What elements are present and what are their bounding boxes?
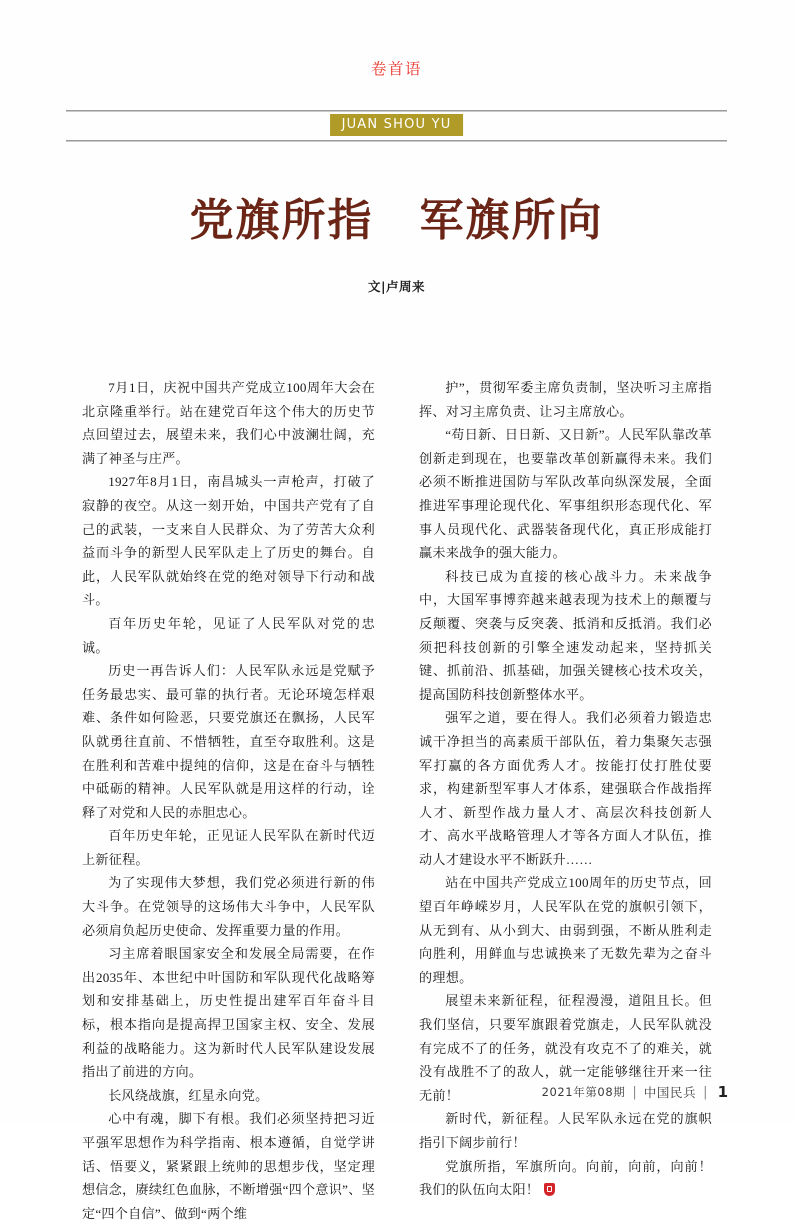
- paragraph: “苟日新、日日新、又日新”。人民军队靠改革创新走到现在，也要靠改革创新赢得未来。我们必须不断推进国防与军队改革向纵深发展，全面推进军事理论现代化、军事组织形态现代化、军事人员现代化、武器装备现代化，真正形成能打赢未来战争的强大能力。: [419, 427, 712, 561]
- footer-separator-1: |: [632, 1084, 637, 1100]
- paragraph: 7月1日，庆祝中国共产党成立100周年大会在北京隆重举行。站在建党百年这个伟大的历史节点回望过去，展望未来，我们心中波澜壮阔，充满了神圣与庄严。: [82, 380, 375, 466]
- masthead: [66, 62, 727, 152]
- paragraph: 长风绕战旗，红星永向党。: [108, 1087, 269, 1103]
- paragraph: 站在中国共产党成立100周年的历史节点，回望百年峥嵘岁月，人民军队在党的旗帜引领下，从无到有、从小到大、由弱到强，不断从胜利走向胜利，用鲜血与忠诚换来了无数先辈为之奋斗的理想。: [419, 875, 712, 985]
- footer-magazine-name: 中国民兵: [643, 1085, 697, 1100]
- shield-icon: [544, 1183, 555, 1196]
- paragraph: 习主席着眼国家安全和发展全局需要，在作出2035年、本世纪中叶国防和军队现代化战略筹划和安排基础上，历史性提出建军百年奋斗目标，根本指向是提高捍卫国家主权、安全、发展利益的战略能力。这为新时代人民军队建设发展指出了前进的方向。: [82, 946, 375, 1080]
- paragraph: 科技已成为直接的核心战斗力。未来战争中，大国军事博弈越来越表现为技术上的颠覆与反颠覆、突袭与反突袭、抵消和反抵消。我们必须把科技创新的引擎全速发动起来，坚持抓关键、抓前沿、抓基础，加强关键核心技术攻关，提高国防科技创新整体水平。: [419, 568, 712, 702]
- paragraph: 历史一再告诉人们：人民军队永远是党赋予任务最忠实、最可靠的执行者。无论环境怎样艰难、条件如何险恶，只要党旗还在飘扬，人民军队就勇往直前、不惜牺牲，直至夺取胜利。这是在胜利和苦难中提纯的信仰，这是在奋斗与牺牲中砥砺的精神。人民军队就是用这样的行动，诠释了对党和人民的赤胆忠心。: [82, 663, 375, 820]
- footer-separator-2: |: [703, 1084, 708, 1100]
- paragraph-final: [419, 1155, 712, 1202]
- paragraph-final-text: 党旗所指，军旗所向。向前，向前，向前！我们的队伍向太阳！: [419, 1158, 712, 1198]
- masthead-rule-top: [66, 110, 727, 112]
- column-left: [82, 376, 375, 1225]
- paragraph: 强军之道，要在得人。我们必须着力锻造忠诚干净担当的高素质干部队伍，着力集聚矢志强军打赢的各方面优秀人才。按能打仗打胜仗要求，构建新型军事人才体系，建强联合作战指挥人才、新型作战力量人才、高层次科技创新人才、高水平战略管理人才等各方面人才队伍，推动人才建设水平不断跃升……: [419, 710, 712, 867]
- paragraph: 心中有魂，脚下有根。我们必须坚持把习近平强军思想作为科学指南、根本遵循，自觉学讲话、悟要义，紧紧跟上统帅的思想步伐，坚定理想信念，赓续红色血脉，不断增强“四个意识”、坚定“四个自信”、做到“两个维: [82, 1111, 375, 1221]
- paragraph: 百年历史年轮，见证了人民军队对党的忠诚。: [82, 615, 375, 655]
- footer-issue: 2021年第08期: [541, 1085, 626, 1099]
- article-byline: 文|卢周来: [367, 278, 426, 294]
- page-number: 1: [717, 1083, 728, 1101]
- title-block: [66, 196, 727, 295]
- paragraph: 新时代，新征程。人民军队永远在党的旗帜指引下阔步前行！: [419, 1111, 712, 1150]
- article-title: 党旗所指 军旗所向: [189, 195, 604, 246]
- paragraph: 展望未来新征程，征程漫漫，道阻且长。但我们坚信，只要军旗跟着党旗走，人民军队就没有完成不了的任务，就没有攻克不了的难关，就没有战胜不了的敌人，就一定能够继往开来一往无前！: [419, 993, 712, 1103]
- paragraph: 护”，贯彻军委主席负责制，坚决听习主席指挥、对习主席负责、让习主席放心。: [419, 380, 712, 419]
- section-kicker: 卷首语: [370, 60, 422, 78]
- paragraph: 1927年8月1日，南昌城头一声枪声，打破了寂静的夜空。从这一刻开始，中国共产党有了自己的武装，一支来自人民群众、为了劳苦大众利益而斗争的新型人民军队走上了历史的舞台。自此，人民军队就始终在党的绝对领导下行动和战斗。: [82, 474, 375, 608]
- paragraph: 百年历史年轮，正见证人民军队在新时代迈上新征程。: [82, 828, 375, 867]
- masthead-rule-bottom: [66, 140, 727, 142]
- page-footer: [542, 1083, 728, 1101]
- paragraph: 为了实现伟大梦想，我们党必须进行新的伟大斗争。在党领导的这场伟大斗争中，人民军队必须肩负起历史使命、发挥重要力量的作用。: [82, 875, 375, 938]
- section-pinyin-badge: JUAN SHOU YU: [330, 114, 464, 136]
